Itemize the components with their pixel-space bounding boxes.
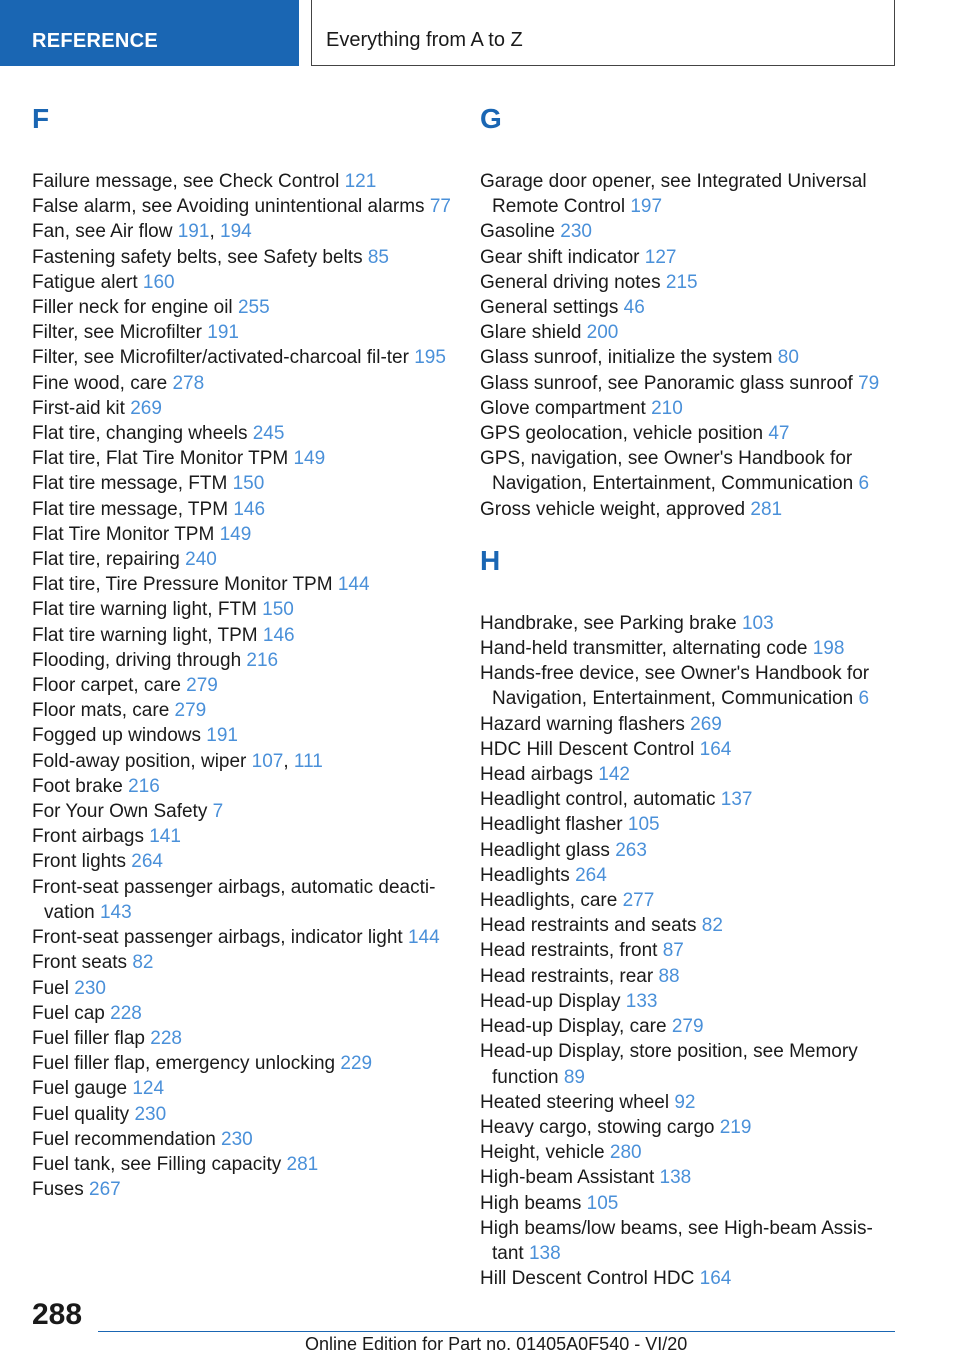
- index-entry: Fold-away position, wiper 107, 111: [32, 750, 323, 772]
- index-entry-text: Hand-held transmitter, alternating code: [480, 638, 813, 660]
- page-link[interactable]: 216: [246, 649, 279, 671]
- page-link[interactable]: 150: [232, 473, 265, 495]
- index-entry-text: Fine wood, care: [32, 372, 173, 394]
- index-entry: [480, 737, 900, 762]
- index-entry-text: False alarm, see Avoiding unintentional alarms: [32, 196, 430, 218]
- index-entry: [480, 396, 900, 421]
- index-entry: [32, 396, 452, 421]
- index-entry-text: High beams: [480, 1192, 587, 1214]
- index-entry: [32, 1026, 452, 1051]
- index-entry: [32, 421, 452, 446]
- page-link[interactable]: 255: [237, 297, 270, 319]
- index-entry-text: Hill Descent Control HDC: [480, 1268, 700, 1290]
- page-link[interactable]: 197: [630, 196, 663, 218]
- index-entry: [480, 421, 900, 446]
- index-entry-text: Gear shift indicator: [480, 246, 645, 268]
- index-entry: [32, 774, 452, 799]
- index-entry: [32, 648, 452, 673]
- index-entry: [32, 1127, 452, 1152]
- index-entry-text: Glove compartment: [480, 397, 652, 419]
- section-letter-h: H: [480, 544, 501, 576]
- index-entry-text: Fuel tank, see Filling capacity: [32, 1153, 287, 1175]
- page-link[interactable]: 88: [658, 965, 680, 987]
- index-entry-text: For Your Own Safety: [32, 801, 213, 823]
- page-link[interactable]: 279: [671, 1016, 704, 1038]
- index-entry: [32, 320, 452, 345]
- index-entry-text: Head restraints, rear: [480, 965, 659, 987]
- index-entry-text: Front-seat passenger airbags, automatic deacti‐vation: [32, 876, 436, 923]
- index-entry-text: Head-up Display, store position, see Memory function: [480, 1041, 858, 1088]
- page-link[interactable]: 230: [560, 221, 592, 243]
- page-link[interactable]: 195: [414, 347, 446, 369]
- index-entry-text: Floor mats, care: [32, 700, 175, 722]
- index-entry-text: Fuel quality: [32, 1103, 135, 1125]
- index-entry-text: Gross vehicle weight, approved: [480, 498, 751, 520]
- index-entry-text: Headlights: [480, 864, 576, 886]
- index-entry: [480, 989, 900, 1014]
- index-column-left: [32, 102, 452, 1202]
- page-link[interactable]: 138: [659, 1167, 692, 1189]
- index-entry-text: GPS, navigation, see Owner's Handbook for Navigation, Entertainment, Communication: [480, 448, 859, 495]
- index-entry: [480, 913, 900, 938]
- page-link[interactable]: 269: [130, 397, 162, 419]
- index-entry-text: Hands-free device, see Owner's Handbook for Navigation, Entertainment, Communication: [480, 663, 870, 710]
- page-link[interactable]: 279: [186, 675, 218, 697]
- page-link[interactable]: 79: [858, 372, 880, 394]
- section-letter-g: G: [480, 103, 502, 134]
- page-number: 288: [32, 1298, 83, 1331]
- index-entry-text: Filter, see Microfilter: [32, 322, 208, 344]
- page-link[interactable]: 143: [99, 901, 132, 923]
- page-link[interactable]: 6: [858, 688, 870, 710]
- index-entry: [480, 497, 900, 522]
- page-link[interactable]: 191: [207, 322, 239, 344]
- index-entry: [480, 888, 900, 913]
- page-link[interactable]: 105: [586, 1192, 619, 1214]
- index-entry: [32, 1102, 452, 1127]
- page-link[interactable]: 77: [429, 196, 451, 218]
- section-label: REFERENCE: [32, 30, 159, 52]
- index-entry: [32, 925, 452, 950]
- index-entry: [32, 849, 452, 874]
- page-link[interactable]: 103: [741, 612, 774, 634]
- index-entry: [480, 245, 900, 270]
- page-link[interactable]: 280: [609, 1142, 642, 1164]
- page-link[interactable]: 7: [212, 801, 224, 823]
- index-entry: [480, 320, 900, 345]
- index-entry: [480, 1115, 900, 1140]
- page-link[interactable]: 281: [750, 498, 783, 520]
- page-link[interactable]: 150: [262, 599, 294, 621]
- index-entry-text: Fastening safety belts, see Safety belts: [32, 246, 368, 268]
- page-link[interactable]: 267: [89, 1179, 121, 1201]
- index-entry: [32, 1051, 452, 1076]
- index-entry: [32, 1152, 452, 1177]
- page-link[interactable]: 160: [142, 271, 175, 293]
- index-entry: [32, 1076, 452, 1101]
- page-link[interactable]: 219: [719, 1116, 752, 1138]
- page-link[interactable]: 121: [344, 171, 377, 192]
- page-link[interactable]: 230: [134, 1103, 167, 1125]
- page-link[interactable]: 228: [150, 1027, 182, 1049]
- page-link[interactable]: 278: [172, 372, 205, 394]
- page-link[interactable]: 281: [286, 1153, 319, 1175]
- index-entry-text: Flat tire message, TPM: [32, 498, 234, 520]
- index-entry: [32, 1001, 452, 1026]
- page-link[interactable]: 149: [219, 523, 252, 545]
- index-entry-text: Fuel: [32, 977, 75, 999]
- page-link[interactable]: 263: [615, 839, 647, 861]
- page-link[interactable]: 279: [174, 700, 207, 722]
- page-link[interactable]: 127: [644, 246, 677, 268]
- index-entry-text: Flat tire, Flat Tire Monitor TPM: [32, 448, 294, 470]
- index-entry: [480, 345, 900, 370]
- index-entry: [480, 371, 900, 396]
- index-entry: [480, 812, 900, 837]
- page-link[interactable]: 229: [340, 1053, 373, 1075]
- index-entry: [32, 799, 452, 824]
- index-entry: [480, 1165, 900, 1190]
- index-entry: [32, 623, 452, 648]
- section-tab: [0, 0, 299, 66]
- index-entry-text: Head airbags: [480, 764, 599, 786]
- index-entry: [480, 1039, 900, 1089]
- page-link[interactable]: 87: [662, 940, 684, 962]
- page-link[interactable]: 47: [768, 423, 790, 445]
- page-link[interactable]: 191: [177, 221, 210, 243]
- index-entry-text: GPS geolocation, vehicle position: [480, 423, 769, 445]
- page-link[interactable]: 149: [293, 448, 326, 470]
- page-link[interactable]: 144: [407, 927, 440, 949]
- page-link[interactable]: 194: [220, 221, 252, 243]
- page-link[interactable]: 137: [720, 789, 753, 811]
- index-entry: [32, 446, 452, 471]
- index-entry: [32, 976, 452, 1001]
- page-link[interactable]: 146: [233, 498, 266, 520]
- index-entry: [32, 723, 452, 748]
- index-entry: [32, 345, 452, 370]
- index-entry: [480, 1216, 900, 1266]
- page-link[interactable]: 146: [262, 624, 295, 646]
- index-entry: [480, 712, 900, 737]
- index-entry: [480, 169, 900, 219]
- index-entry-text: Fan, see Air flow: [32, 221, 178, 243]
- page-link[interactable]: 133: [625, 990, 658, 1012]
- index-entry-text: Head restraints, front: [480, 940, 663, 962]
- page-link[interactable]: 240: [185, 549, 217, 571]
- index-entry-text: Front seats: [32, 952, 133, 974]
- index-entry: [480, 762, 900, 787]
- footer-divider: [98, 1331, 895, 1332]
- index-entry: [32, 572, 452, 597]
- index-entry-text: Failure message, see Check Control: [32, 171, 345, 192]
- index-entry-text: Filler neck for engine oil: [32, 297, 238, 319]
- index-entry-text: Headlight flasher: [480, 814, 628, 836]
- index-entry: [480, 295, 900, 320]
- index-entry: [480, 636, 900, 661]
- index-entry-text: Fuses: [32, 1179, 90, 1201]
- index-entry-text: High-beam Assistant: [480, 1167, 660, 1189]
- index-entry-text: Fatigue alert: [32, 271, 143, 293]
- page-link[interactable]: 215: [665, 271, 698, 293]
- page-link[interactable]: 138: [528, 1242, 561, 1264]
- index-entry: [32, 497, 452, 522]
- page-link[interactable]: 230: [74, 977, 106, 999]
- index-entry: [32, 194, 452, 219]
- page-link[interactable]: 92: [674, 1091, 696, 1113]
- index-entry-text: Floor carpet, care: [32, 675, 187, 697]
- edition-note: Online Edition for Part no. 01405A0F540 - VI/20: [305, 1334, 688, 1354]
- index-entry: [32, 169, 452, 194]
- index-entry-text: Glare shield: [480, 322, 587, 344]
- index-entry: [480, 270, 900, 295]
- index-entry-text: Flat Tire Monitor TPM: [32, 523, 220, 545]
- index-entry-text: Glass sunroof, see Panoramic glass sunroof: [480, 372, 859, 394]
- index-entry: [32, 673, 452, 698]
- index-entry-text: Head-up Display: [480, 990, 626, 1012]
- index-entry-text: Flat tire, repairing: [32, 549, 186, 571]
- index-entry-text: HDC Hill Descent Control: [480, 738, 700, 760]
- index-column-right: [480, 102, 900, 1291]
- chapter-title: Everything from A to Z: [326, 29, 523, 51]
- index-entry: [32, 245, 452, 270]
- page-link[interactable]: 105: [627, 814, 660, 836]
- chapter-header: [311, 0, 895, 66]
- page-link[interactable]: 198: [812, 638, 845, 660]
- index-entry: [32, 698, 452, 723]
- index-entry: [32, 522, 452, 547]
- index-entry: [480, 611, 900, 636]
- index-entry: [480, 863, 900, 888]
- page-link[interactable]: 164: [699, 738, 732, 760]
- index-entry: [32, 824, 452, 849]
- page-link[interactable]: 264: [131, 851, 163, 873]
- index-entry-text: Garage door opener, see Integrated Universal Remote Control: [480, 171, 867, 218]
- index-entry: Fan, see Air flow 191, 194: [32, 221, 252, 243]
- index-entry-text: Fuel filler flap: [32, 1027, 151, 1049]
- index-entry-text: Flooding, driving through: [32, 649, 247, 671]
- index-entry-text: Filter, see Microfilter/activated-charcoal fil‐ter: [32, 347, 415, 369]
- page-link[interactable]: 216: [128, 775, 160, 797]
- index-entry: [480, 787, 900, 812]
- index-entry: [32, 597, 452, 622]
- page-link[interactable]: 228: [110, 1002, 142, 1024]
- index-entry: [480, 838, 900, 863]
- page-link[interactable]: 141: [149, 826, 181, 848]
- index-entry-text: Flat tire, Tire Pressure Monitor TPM: [32, 574, 338, 596]
- index-entry-text: Fold-away position, wiper: [32, 750, 252, 772]
- index-entry-text: Fogged up windows: [32, 725, 207, 747]
- page-link[interactable]: 107: [251, 750, 284, 772]
- index-entry-text: Hazard warning flashers: [480, 713, 691, 735]
- index-entry-text: Headlight control, automatic: [480, 789, 721, 811]
- page-link[interactable]: 6: [858, 473, 870, 495]
- page-link[interactable]: 144: [337, 574, 370, 596]
- index-entry-text: Fuel gauge: [32, 1078, 133, 1100]
- index-entry: [32, 471, 452, 496]
- index-entry-text: Headlight glass: [480, 839, 616, 861]
- index-entry-text: Fuel recommendation: [32, 1128, 222, 1150]
- page-link[interactable]: 85: [367, 246, 389, 268]
- index-entry: [480, 1191, 900, 1216]
- index-entry-text: Foot brake: [32, 775, 129, 797]
- index-entry-text: Heavy cargo, stowing cargo: [480, 1116, 720, 1138]
- index-entry: [480, 219, 900, 244]
- index-entry-text: Height, vehicle: [480, 1142, 610, 1164]
- page-link[interactable]: 210: [651, 397, 683, 419]
- page-link[interactable]: 89: [563, 1066, 585, 1088]
- page-link[interactable]: 269: [690, 713, 722, 735]
- index-entry: [480, 661, 900, 711]
- index-entry: [32, 950, 452, 975]
- index-entry: [480, 1140, 900, 1165]
- page-link[interactable]: 82: [701, 915, 723, 937]
- page-link[interactable]: 46: [623, 297, 645, 319]
- index-entry-text: Flat tire warning light, FTM: [32, 599, 263, 621]
- index-entry: [480, 964, 900, 989]
- index-entry-text: Fuel cap: [32, 1002, 111, 1024]
- index-entry: [480, 938, 900, 963]
- index-entry-text: Front-seat passenger airbags, indicator light: [32, 927, 408, 949]
- index-entry-text: Glass sunroof, initialize the system: [480, 347, 778, 369]
- index-entry-text: Head restraints and seats: [480, 915, 702, 937]
- index-entry-text: General settings: [480, 297, 624, 319]
- page-link[interactable]: 142: [598, 764, 630, 786]
- page-link[interactable]: 82: [132, 952, 154, 974]
- section-letter-f: F: [32, 103, 50, 134]
- index-entry-text: Heated steering wheel: [480, 1091, 675, 1113]
- index-entry-text: General driving notes: [480, 271, 666, 293]
- page-link[interactable]: 277: [622, 890, 655, 912]
- index-entry-text: Flat tire, changing wheels: [32, 423, 253, 445]
- index-entry: [32, 547, 452, 572]
- index-entry-text: Gasoline: [480, 221, 561, 243]
- page-link[interactable]: 230: [221, 1128, 253, 1150]
- page-link[interactable]: 245: [252, 423, 285, 445]
- index-entry: [480, 1014, 900, 1039]
- page-link[interactable]: 191: [206, 725, 238, 747]
- index-entry-text: Handbrake, see Parking brake: [480, 612, 742, 634]
- index-entry-text: Head-up Display, care: [480, 1016, 672, 1038]
- index-entry-text: Front lights: [32, 851, 132, 873]
- page-link[interactable]: 111: [293, 750, 323, 772]
- index-entry: [32, 875, 452, 925]
- index-entry-text: Flat tire warning light, TPM: [32, 624, 263, 646]
- index-entry-text: High beams/low beams, see High-beam Assis‐tant: [480, 1217, 873, 1264]
- index-entry-text: Fuel filler flap, emergency unlocking: [32, 1053, 341, 1075]
- index-entry: [480, 1266, 900, 1291]
- page-link[interactable]: 264: [575, 864, 607, 886]
- page-link[interactable]: 164: [699, 1268, 732, 1290]
- page-link[interactable]: 200: [586, 322, 619, 344]
- index-entry: [480, 446, 900, 496]
- index-entry-text: Headlights, care: [480, 890, 623, 912]
- page-link[interactable]: 80: [777, 347, 799, 369]
- index-entry-text: Front airbags: [32, 826, 150, 848]
- index-entry: [32, 270, 452, 295]
- index-entry: [32, 295, 452, 320]
- index-entry-text: First-aid kit: [32, 397, 131, 419]
- index-entry: [32, 1177, 452, 1202]
- index-entry: [32, 371, 452, 396]
- page-link[interactable]: 124: [132, 1078, 165, 1100]
- index-entry: [480, 1090, 900, 1115]
- index-entry-text: Flat tire message, FTM: [32, 473, 233, 495]
